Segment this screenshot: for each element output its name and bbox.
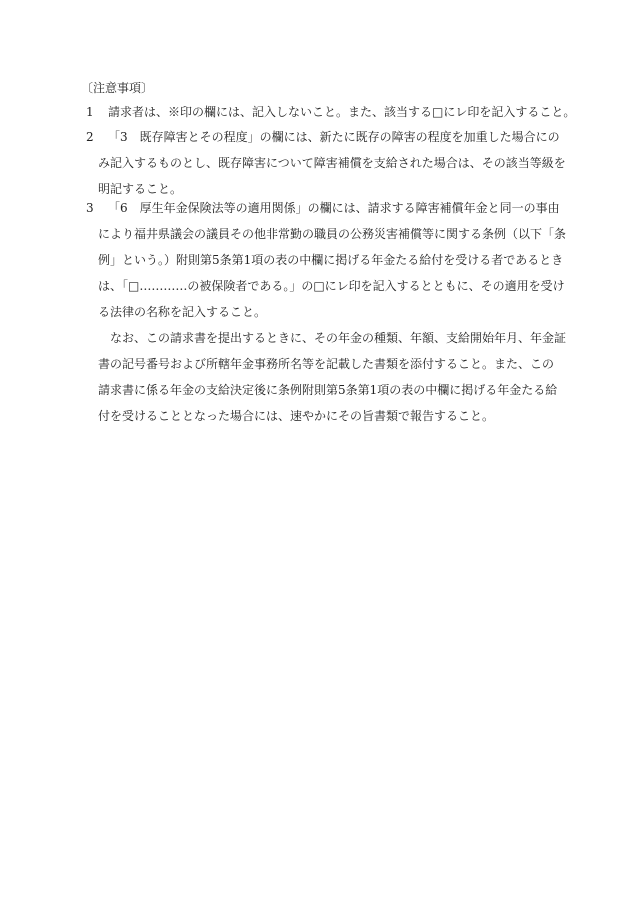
- note-number: 1: [86, 105, 94, 119]
- note-line: 「3 既存障害とその程度」の欄には、新たに既存の障害の程度を加重した場合にの: [108, 130, 560, 144]
- note-item-3: [86, 195, 566, 429]
- note-number: 2: [86, 130, 94, 144]
- note-line: 請求者は、※印の欄には、記入しないこと。また、該当する□にレ印を記入すること。: [108, 105, 576, 119]
- notes-heading: 〔注意事項〕: [81, 81, 154, 95]
- note-paragraph-line: 書の記号番号および所轄年金事務所名等を記載した書類を添付すること。また、この: [98, 357, 555, 371]
- note-number: 3: [86, 201, 94, 215]
- note-item-1: [86, 99, 575, 125]
- note-line: 「6 厚生年金保険法等の適用関係」の欄には、請求する障害補償年金と同一の事由: [108, 201, 560, 215]
- note-paragraph-line: なお、この請求書を提出するときに、その年金の種類、年額、支給開始年月、年金証: [110, 331, 567, 345]
- note-line: 明記すること。: [98, 182, 183, 196]
- note-line: 例」という。）附則第5条第1項の表の中欄に掲げる年金たる給付を受ける者であるとき: [98, 253, 564, 267]
- note-line: る法律の名称を記入すること。: [98, 305, 267, 319]
- note-paragraph-line: 請求書に係る年金の支給決定後に条例附則第5条第1項の表の中欄に掲げる年金たる給: [98, 383, 558, 397]
- note-line: は、「□…………の被保険者である。」の□にレ印を記入するとともに、その適用を受け: [98, 279, 565, 293]
- note-item-2: [86, 124, 566, 202]
- note-line: により福井県議会の議員その他非常勤の職員の公務災害補償等に関する条例（以下「条: [98, 227, 567, 241]
- note-line: み記入するものとし、既存障害について障害補償を支給された場合は、その該当等級を: [98, 156, 566, 170]
- note-paragraph-line: 付を受けることとなった場合には、速やかにその旨書類で報告すること。: [98, 409, 495, 423]
